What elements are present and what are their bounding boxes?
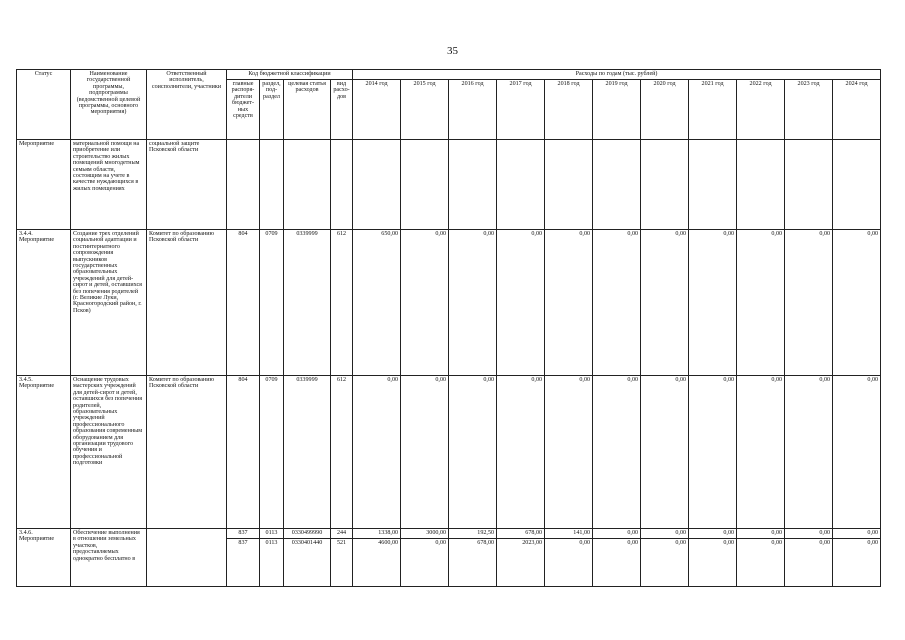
- cell-grbs: 804: [227, 376, 260, 529]
- cell-value: 1338,00: [353, 529, 401, 539]
- cell-value: 141,00: [545, 529, 593, 539]
- header-name: Наименование государственной программы, подпрограммы (ведомственной целевой программы, основного мероприятия): [71, 70, 147, 140]
- cell-vr: 612: [331, 376, 353, 529]
- header-year: 2021 год: [689, 80, 737, 140]
- cell-value: 0,00: [737, 230, 785, 376]
- header-responsible: Ответственный исполнитель, соисполнители, участники: [147, 70, 227, 140]
- row-status: 3.4.4. Мероприятие: [17, 230, 71, 376]
- cell-value: 0,00: [401, 230, 449, 376]
- cell-csr: 0339999: [284, 376, 331, 529]
- header-razdel: раздел, под-раздел: [260, 80, 284, 140]
- cell-value: 0,00: [545, 539, 593, 587]
- cell-value: 0,00: [353, 376, 401, 529]
- cell-value: 0,00: [689, 539, 737, 587]
- table-row: [17, 230, 881, 376]
- cell-vr: 612: [331, 230, 353, 376]
- cell-value: 0,00: [689, 529, 737, 539]
- cell-value: 2023,00: [497, 539, 545, 587]
- row-responsible: социальной защите Псковской области: [147, 140, 227, 230]
- row-responsible: Комитет по образованию Псковской области: [147, 230, 227, 376]
- cell-value: 0,00: [593, 529, 641, 539]
- cell-grbs: 804: [227, 230, 260, 376]
- header-status: Статус: [17, 70, 71, 140]
- cell-value: 0,00: [833, 230, 881, 376]
- header-year: 2024 год: [833, 80, 881, 140]
- header-year: 2020 год: [641, 80, 689, 140]
- header-year: 2016 год: [449, 80, 497, 140]
- cell-value: 0,00: [641, 376, 689, 529]
- row-status: 3.4.5. Мероприятие: [17, 376, 71, 529]
- cell-csr: 0330499990: [284, 529, 331, 539]
- cell-razdel: 0709: [260, 230, 284, 376]
- header-year: 2014 год: [353, 80, 401, 140]
- cell-value: 0,00: [497, 376, 545, 529]
- cell-value: 0,00: [497, 230, 545, 376]
- row-name: Создание трех отделений социальной адаптации и постинтернатного сопровождения выпускников государственных образовательных учреждений для детей-сирот и детей, оставшихся без попечения родителей (г. Великие Луки, Красногородский район, г. Псков): [71, 230, 147, 376]
- cell-value: 0,00: [785, 230, 833, 376]
- cell-value: 3000,00: [401, 529, 449, 539]
- cell-value: 0,00: [785, 539, 833, 587]
- cell-value: 0,00: [689, 230, 737, 376]
- row-status: Мероприятие: [17, 140, 71, 230]
- cell-value: 678,00: [449, 539, 497, 587]
- row-name: материальной помощи на приобретение или строительство жилых помещений многодетным семьям области, состоящим на учете в качестве нуждающихся в жилых помещениях: [71, 140, 147, 230]
- table-row: [17, 529, 881, 539]
- budget-table: [16, 69, 881, 587]
- cell-value: 0,00: [737, 529, 785, 539]
- cell-value: 650,00: [353, 230, 401, 376]
- cell-value: 678,00: [497, 529, 545, 539]
- table-row: [17, 376, 881, 529]
- cell-value: 0,00: [737, 539, 785, 587]
- cell-value: 0,00: [593, 376, 641, 529]
- cell-value: 0,00: [401, 539, 449, 587]
- header-year: 2023 год: [785, 80, 833, 140]
- cell-value: 0,00: [449, 230, 497, 376]
- cell-razdel: 0113: [260, 529, 284, 539]
- cell-csr: 0339999: [284, 230, 331, 376]
- row-responsible: [147, 529, 227, 587]
- header-year: 2017 год: [497, 80, 545, 140]
- cell-value: 0,00: [545, 376, 593, 529]
- cell-value: 0,00: [785, 529, 833, 539]
- header-year: 2018 год: [545, 80, 593, 140]
- header-budget-classification: Код бюджетной классификации: [227, 70, 353, 80]
- cell-vr: 521: [331, 539, 353, 587]
- cell-value: 0,00: [833, 376, 881, 529]
- cell-razdel: 0113: [260, 539, 284, 587]
- cell-value: 0,00: [401, 376, 449, 529]
- cell-value: 0,00: [641, 539, 689, 587]
- cell-value: 0,00: [593, 539, 641, 587]
- header-expenses-by-year: Расходы по годам (тыс. рублей): [353, 70, 881, 80]
- header-year: 2022 год: [737, 80, 785, 140]
- cell-grbs: 837: [227, 539, 260, 587]
- cell-razdel: 0709: [260, 376, 284, 529]
- cell-value: 0,00: [689, 376, 737, 529]
- row-name: Обеспечение выполнения в отношении земельных участков, предоставляемых однократно бесплатно в: [71, 529, 147, 587]
- cell-value: 0,00: [545, 230, 593, 376]
- header-year: 2019 год: [593, 80, 641, 140]
- cell-value: 0,00: [833, 529, 881, 539]
- row-name: Оснащение трудовых мастерских учреждений для детей-сирот и детей, оставшихся без попечения родителей, образовательных учреждений профессионального образования современным оборудованием для организации трудового обучения и профессиональной подготовки: [71, 376, 147, 529]
- header-grbs: главные распоря-дители бюджет-ных средств: [227, 80, 260, 140]
- cell-value: 0,00: [737, 376, 785, 529]
- cell-grbs: 837: [227, 529, 260, 539]
- cell-value: 0,00: [641, 529, 689, 539]
- cell-value: 0,00: [593, 230, 641, 376]
- header-vr: вид расхо-дов: [331, 80, 353, 140]
- row-responsible: Комитет по образованию Псковской области: [147, 376, 227, 529]
- cell-csr: 0330401440: [284, 539, 331, 587]
- cell-value: 192,50: [449, 529, 497, 539]
- page-number: 35: [447, 45, 458, 57]
- cell-value: 0,00: [641, 230, 689, 376]
- header-year: 2015 год: [401, 80, 449, 140]
- cell-value: 0,00: [449, 376, 497, 529]
- cell-vr: 244: [331, 529, 353, 539]
- header-csr: целевая статья расходов: [284, 80, 331, 140]
- table-row: [17, 140, 881, 230]
- row-status: 3.4.6. Мероприятие: [17, 529, 71, 587]
- cell-value: 0,00: [785, 376, 833, 529]
- cell-value: 0,00: [833, 539, 881, 587]
- cell-value: 4600,00: [353, 539, 401, 587]
